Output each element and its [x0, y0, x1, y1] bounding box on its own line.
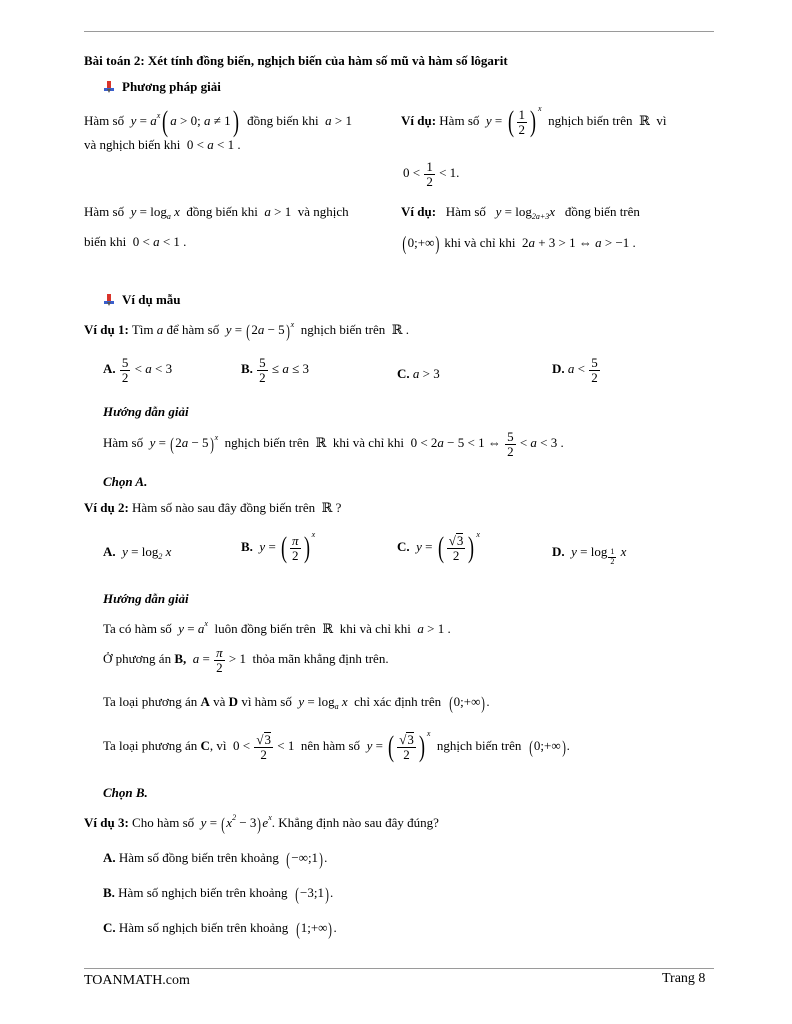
method-p1-right-line2: 0 < $\frac{1}{2}$ < 1.	[403, 159, 460, 189]
ex2-option-b: B. y = ( $\frac{\pi}{2}$ ) $^x$	[241, 530, 316, 565]
ex2-option-c: C. y = ( $\frac{√3}{2}$ ) $^x$	[397, 530, 480, 565]
section-title: Bài toán 2: Xét tính đồng biến, nghịch biến của hàm số mũ và hàm số lôgarit	[84, 53, 508, 68]
footer-rule	[84, 968, 714, 969]
footer-page-number: Trang 8	[662, 971, 706, 986]
ex1-answer: Chọn A.	[103, 474, 148, 489]
method-p2-line2: biến khi 0 < a < 1 .	[84, 234, 187, 249]
ex3-option-c: C. Hàm số nghịch biến trên khoảng (1;+∞).	[103, 919, 337, 940]
ex2-sol-line1: Ta có hàm số $y = a^x$ luôn đồng biến trên ℝ khi và chỉ khi a > 1 .	[103, 619, 451, 636]
ex2-guide-heading: Hướng dẫn giải	[103, 591, 189, 606]
ex1-solution: Hàm số $y = (2a - 5)^x$ nghịch biến trên ℝ khi và chỉ khi 0 < 2a − 5 < 1 ⇔ $\frac{5}{2}$ < a < 3 .	[103, 429, 564, 459]
ex2-question: Ví dụ 2: Hàm số nào sau đây đồng biến trên ℝ ?	[84, 500, 342, 515]
ex1-guide-heading: Hướng dẫn giải	[103, 404, 189, 419]
ex1-option-d: D. a < $\frac{5}{2}$	[552, 355, 598, 385]
ex2-option-a: A. $y = \log_2 x$	[103, 544, 172, 561]
pencil-bullet-icon	[104, 81, 114, 93]
ex1-option-b: B. $\frac{5}{2}$ ≤ a ≤ 3	[241, 355, 309, 385]
header-rule	[84, 31, 714, 32]
ex2-answer: Chọn B.	[103, 785, 148, 800]
ex3-question: Ví dụ 3: Cho hàm số $y = (x^2 - 3)e^x$. Khẳng định nào sau đây đúng?	[84, 813, 439, 835]
method-p2-left: Hàm số $y = \log_a x$ đồng biến khi a > 1 và nghịch	[84, 204, 349, 221]
method-p1-line2: và nghịch biến khi 0 < a < 1 .	[84, 137, 241, 152]
method-p2-right-line2: (0;+∞) khi và chỉ khi 2a + 3 > 1 ⇔ a > −1 .	[402, 233, 636, 255]
ex2-sol-line4: Ta loại phương án C, vì 0 < $\frac{√3}{2}$ < 1 nên hàm số y = ( $\frac{√3}{2}$ ) $^x$ nghịch biến trên (0;+∞).	[103, 729, 570, 764]
footer-site: TOANMATH.com	[84, 973, 190, 988]
pencil-bullet-icon	[104, 294, 114, 306]
method-p1-left: Hàm số $y = a^x$( a > 0; a ≠ 1) đồng biến khi a > 1	[84, 105, 352, 138]
ex1-option-a: A. $\frac{5}{2}$ < a < 3	[103, 355, 173, 385]
ex2-sol-line2: Ở phương án B, a = $\frac{\pi}{2}$ > 1 thỏa mãn khẳng định trên.	[103, 645, 389, 675]
examples-heading: Ví dụ mẫu	[104, 292, 181, 308]
ex1-option-c: C. a > 3	[397, 366, 440, 381]
ex2-option-d: D. y = log $_{\frac{1}{2}}$ x	[552, 544, 627, 566]
ex1-question: Ví dụ 1: Tìm a để hàm số $y = (2a - 5)^x$ nghịch biến trên ℝ .	[84, 320, 410, 342]
method-heading: Phương pháp giải	[104, 79, 221, 95]
method-p1-right: Ví dụ: Hàm số y = ( $\frac{1}{2}$ ) $^x$ nghịch biến trên ℝ vì	[401, 104, 667, 139]
ex2-sol-line3: Ta loại phương án A và D vì hàm số $y = \log_a x$ chỉ xác định trên (0;+∞).	[103, 693, 490, 714]
method-p2-right: Ví dụ: Hàm số $y = \log_{2a+3}x$ đồng biến trên	[401, 204, 640, 221]
ex3-option-b: B. Hàm số nghịch biến trên khoảng (−3;1).	[103, 884, 334, 905]
ex3-option-a: A. Hàm số đồng biến trên khoảng (−∞;1).	[103, 849, 328, 870]
